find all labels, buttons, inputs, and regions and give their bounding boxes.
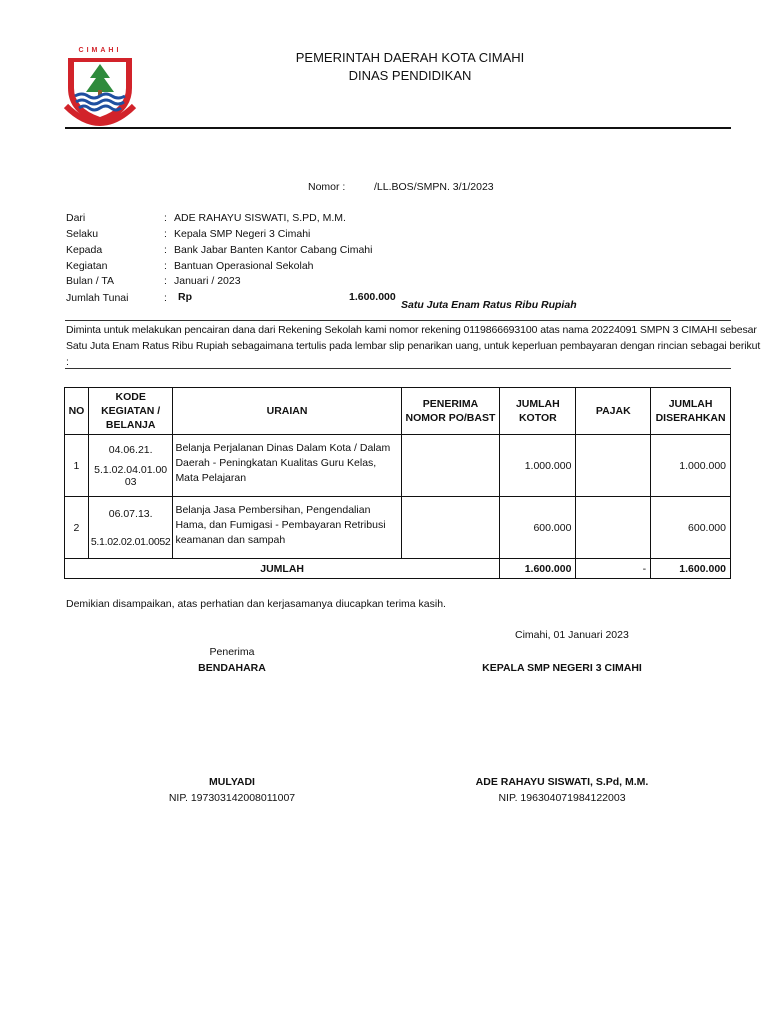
field-dari-colon: :	[164, 212, 167, 224]
row-penerima	[401, 435, 500, 497]
header-pajak: PAJAK	[576, 388, 651, 435]
nomor-label: Nomor :	[308, 181, 346, 193]
right-name: ADE RAHAYU SISWATI, S.Pd, M.M.	[475, 776, 649, 788]
total-label: JUMLAH	[65, 559, 500, 579]
jumlah-tunai-colon: :	[164, 292, 167, 304]
right-role: KEPALA SMP NEGERI 3 CIMAHI	[482, 662, 642, 674]
row-diserahkan: 600.000	[651, 497, 731, 559]
paragraph-bottom-rule	[65, 368, 731, 369]
header-line2: DINAS PENDIDIKAN	[348, 68, 472, 83]
field-kepada-colon: :	[164, 244, 167, 256]
field-selaku-value: Kepala SMP Negeri 3 Cimahi	[174, 228, 311, 240]
right-nip: NIP. 196304071984122003	[498, 792, 626, 804]
table-header-row	[65, 388, 731, 435]
row-kotor: 600.000	[500, 497, 576, 559]
jumlah-tunai-label: Jumlah Tunai	[66, 292, 129, 304]
header-uraian: URAIAN	[173, 388, 401, 435]
row-no: 1	[65, 435, 89, 497]
left-nip: NIP. 197303142008011007	[168, 792, 296, 804]
nomor-value: /LL.BOS/SMPN. 3/1/2023	[374, 181, 494, 193]
row-pajak	[576, 497, 651, 559]
header-kotor: JUMLAH KOTOR	[500, 388, 576, 435]
row-kotor: 1.000.000	[500, 435, 576, 497]
field-kepada-label: Kepada	[66, 244, 103, 256]
header-no: NO	[65, 388, 89, 435]
jumlah-tunai-currency: Rp	[178, 291, 192, 303]
header-diserahkan: JUMLAH DISERAHKAN	[651, 388, 731, 435]
paragraph-top-rule	[65, 320, 731, 321]
row-kode-kegiatan: 04.06.21.	[108, 443, 153, 456]
header-line1: PEMERINTAH DAERAH KOTA CIMAHI	[295, 50, 525, 65]
logo-text: CIMAHI	[78, 47, 122, 54]
request-paragraph	[66, 322, 761, 370]
table-row	[65, 435, 731, 497]
paragraph-line3: :	[66, 356, 69, 368]
paragraph-line2: Satu Juta Enam Ratus Ribu Rupiah sebagaimana tertulis pada lembar slip penarikan uang, untuk keperluan pembayaran dengan rincian sebagai berikut	[66, 340, 761, 352]
row-kode	[88, 435, 173, 497]
paragraph-line1: Diminta untuk melakukan pencairan dana dari Rekening Sekolah kami nomor rekening 0119866693100 atas nama 20224091 SMPN 3 CIMAHI sebesar	[66, 324, 757, 336]
left-role-top: Penerima	[209, 646, 255, 658]
field-kegiatan-label: Kegiatan	[66, 260, 108, 272]
jumlah-tunai-terbilang: Satu Juta Enam Ratus Ribu Rupiah	[401, 299, 577, 311]
left-role: BENDAHARA	[198, 662, 266, 674]
row-uraian: Belanja Jasa Pembersihan, Pengendalian Hama, dan Fumigasi - Pembayaran Retribusi keamanan dan sampah	[173, 497, 401, 559]
row-no: 2	[65, 497, 89, 559]
field-bulan-colon: :	[164, 275, 167, 287]
cimahi-logo	[62, 44, 138, 130]
row-kode	[88, 497, 173, 559]
jumlah-tunai-amount: 1.600.000	[349, 291, 396, 303]
row-uraian: Belanja Perjalanan Dinas Dalam Kota / Dalam Daerah - Peningkatan Kualitas Guru Kelas, Mata Pelajaran	[173, 435, 401, 497]
field-bulan-value: Januari / 2023	[174, 275, 241, 287]
row-kode-belanja: 5.1.02.04.01.00 03	[94, 463, 168, 488]
row-kode-kegiatan: 06.07.13.	[108, 507, 153, 520]
field-kepada-value: Bank Jabar Banten Kantor Cabang Cimahi	[174, 244, 373, 256]
total-pajak: -	[576, 559, 651, 579]
table-row	[65, 497, 731, 559]
row-penerima	[401, 497, 500, 559]
closing-text: Demikian disampaikan, atas perhatian dan kerjasamanya diucapkan terima kasih.	[66, 598, 446, 610]
total-diserahkan: 1.600.000	[651, 559, 731, 579]
field-selaku-colon: :	[164, 228, 167, 240]
row-kode-belanja: 5.1.02.02.01.0052	[90, 535, 171, 548]
place-date: Cimahi, 01 Januari 2023	[515, 629, 629, 641]
table-total-row	[65, 559, 731, 579]
expense-table	[64, 387, 731, 579]
field-kegiatan-colon: :	[164, 260, 167, 272]
field-dari-value: ADE RAHAYU SISWATI, S.PD, M.M.	[174, 212, 346, 224]
header-divider	[65, 127, 731, 129]
header-penerima: PENERIMA NOMOR PO/BAST	[401, 388, 500, 435]
field-dari-label: Dari	[66, 212, 86, 224]
row-pajak	[576, 435, 651, 497]
field-kegiatan-value: Bantuan Operasional Sekolah	[174, 260, 314, 272]
total-kotor: 1.600.000	[500, 559, 576, 579]
row-diserahkan: 1.000.000	[651, 435, 731, 497]
field-bulan-label: Bulan / TA	[66, 275, 115, 287]
left-name: MULYADI	[209, 776, 255, 788]
header-kode: KODE KEGIATAN / BELANJA	[88, 388, 173, 435]
field-selaku-label: Selaku	[66, 228, 99, 240]
